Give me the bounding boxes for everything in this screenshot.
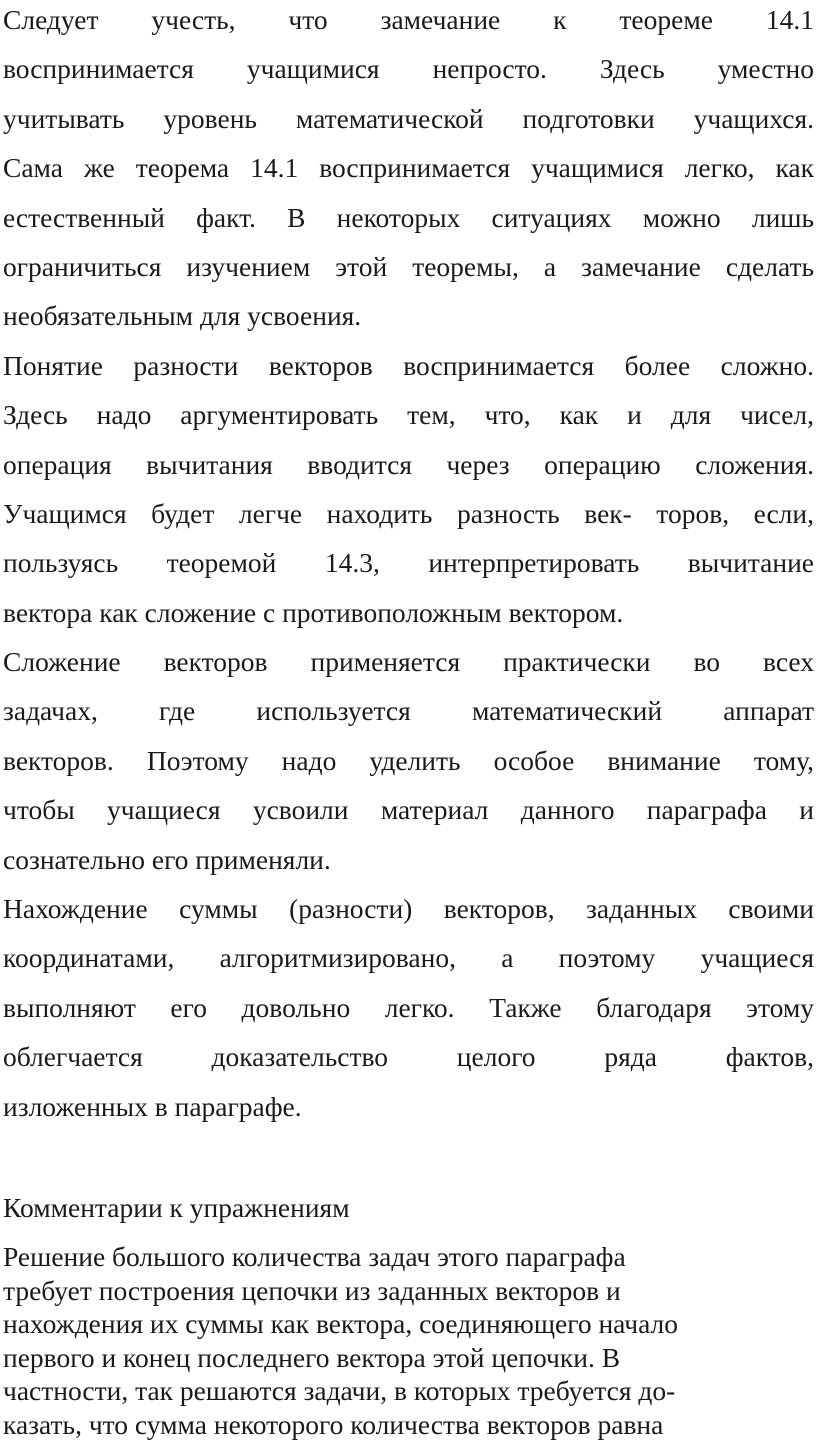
text-line: операция вычитания вводится через операцию сложения. <box>3 448 814 480</box>
section-heading: Комментарии к упражнениям <box>3 1192 350 1223</box>
paragraph-2 <box>3 346 814 642</box>
text-line: облегчается доказательство целого ряда фактов, <box>3 1041 814 1073</box>
text-line: изложенных в параграфе. <box>3 1090 302 1122</box>
text-line: векторов. Поэтому надо уделить особое внимание тому, <box>3 744 814 776</box>
text-line: задачах, где используется математический аппарат <box>3 695 814 727</box>
text-line: Учащимся будет легче находить разность век- торов, если, <box>3 497 814 529</box>
text-line: первого и конец последнего вектора этой цепочки. В <box>3 1341 621 1373</box>
text-line: Нахождение суммы (разности) векторов, заданных своими <box>3 893 814 925</box>
text-line: частности, так решаются задачи, в которых требуется до- <box>3 1375 676 1407</box>
text-line: естественный факт. В некоторых ситуациях можно лишь <box>3 201 814 233</box>
text-line: ограничиться изучением этой теоремы, а замечание сделать <box>3 250 814 282</box>
text-line: Здесь надо аргументировать тем, что, как и для чисел, <box>3 399 814 431</box>
text-line: сознательно его применяли. <box>3 843 331 875</box>
document-page <box>3 0 814 1440</box>
text-line: Следует учесть, что замечание к теореме 14.1 <box>3 4 814 35</box>
text-line: Сложение векторов применяется практически во всех <box>3 646 814 678</box>
paragraph-4 <box>3 889 814 1136</box>
text-line: казать, что сумма некоторого количества векторов равна <box>3 1408 664 1440</box>
text-line: Сама же теорема 14.1 воспринимается учащимися легко, как <box>3 152 814 184</box>
text-line: пользуясь теоремой 14.3, интерпретировать вычитание <box>3 547 814 579</box>
paragraph-1 <box>3 0 814 346</box>
text-line: воспринимается учащимися непросто. Здесь уместно <box>3 53 814 85</box>
text-line: чтобы учащиеся усвоили материал данного параграфа и <box>3 794 814 826</box>
text-line: выполняют его довольно легко. Также благодаря этому <box>3 991 814 1023</box>
text-line: нахождения их суммы как вектора, соединяющего начало <box>3 1308 679 1340</box>
text-line: координатами, алгоритмизировано, а поэтому учащиеся <box>3 942 814 974</box>
text-line: Решение большого количества задач этого параграфа <box>3 1241 626 1272</box>
paragraph-5 <box>3 1240 814 1442</box>
text-line: Понятие разности векторов воспринимается более сложно. <box>3 349 814 381</box>
text-line: необязательным для усвоения. <box>3 300 362 332</box>
text-line: требует построения цепочки из заданных векторов и <box>3 1274 621 1306</box>
paragraph-3 <box>3 642 814 889</box>
text-line: учитывать уровень математической подготовки учащихся. <box>3 102 814 134</box>
text-line: вектора как сложение с противоположным вектором. <box>3 596 624 628</box>
